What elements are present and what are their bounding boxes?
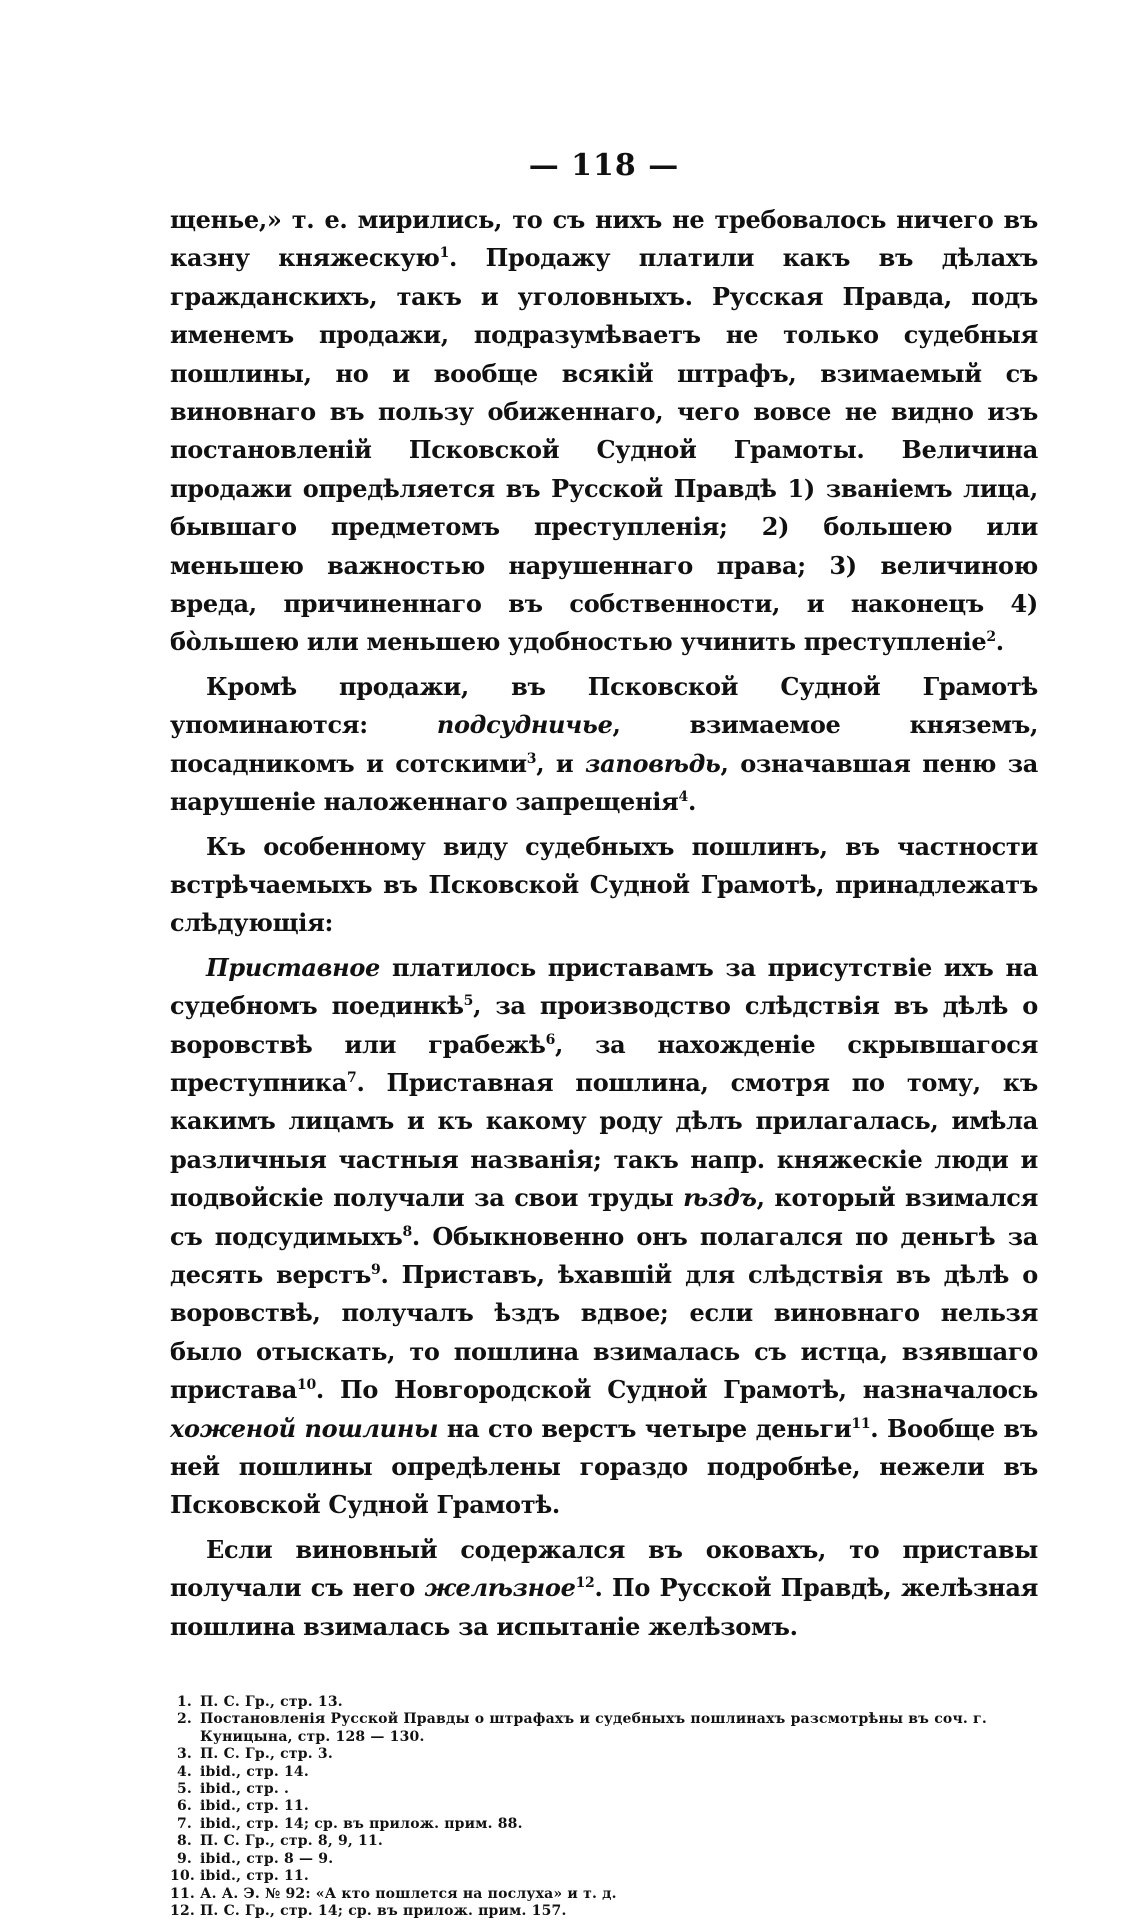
footnote-number: 2. bbox=[176, 1711, 192, 1728]
paragraph bbox=[170, 828, 1038, 943]
footnote bbox=[170, 1764, 1038, 1781]
footnote-text: П. С. Гр., стр. 3. bbox=[200, 1746, 333, 1763]
text-run: . bbox=[687, 787, 696, 817]
footnote-number: 11. bbox=[170, 1885, 195, 1902]
text-run: , который взимался съ подсудимыхъ bbox=[170, 1183, 1038, 1251]
footnote-text: ibid., стр. 11. bbox=[200, 1798, 309, 1815]
footnote-text: ibid., стр. 14; ср. въ прилож. прим. 88. bbox=[200, 1815, 523, 1832]
text-run: щенье,» т. е. мирились, то съ нихъ не требовалось ничего въ казну княжескую bbox=[170, 205, 1038, 273]
emphasized-term: заповѣдь bbox=[585, 748, 721, 778]
paragraph bbox=[170, 201, 1038, 662]
footnote-text: П. С. Гр., стр. 8, 9, 11. bbox=[200, 1833, 384, 1850]
footnote-ref: 11 bbox=[851, 1415, 871, 1432]
emphasized-term: подсудничье bbox=[436, 710, 613, 740]
footnote bbox=[170, 1868, 1038, 1885]
footnotes bbox=[170, 1694, 1038, 1920]
text-run: . Приставная пошлина, смотря по тому, къ какимъ лицамъ и къ какому роду дѣлъ прилагалась, имѣла различныя частныя названія; такъ напр. княжескіе люди и подвойскіе получали за свои труды bbox=[170, 1067, 1038, 1213]
footnote bbox=[170, 1781, 1038, 1798]
text-run: . По Русской Правдѣ, желѣзная пошлина взималась за испытаніе желѣзомъ. bbox=[170, 1573, 1039, 1641]
footnote-ref: 8 bbox=[402, 1223, 412, 1240]
footnote-number: 4. bbox=[176, 1763, 192, 1780]
page-number: — 118 — bbox=[528, 148, 680, 183]
paragraph bbox=[170, 1531, 1038, 1646]
document-page bbox=[170, 148, 1038, 1920]
footnote-number: 12. bbox=[170, 1902, 195, 1919]
footnote-text: П. С. Гр., стр. 13. bbox=[200, 1694, 343, 1711]
footnote-ref: 10 bbox=[297, 1377, 316, 1394]
footnote-text: ibid., стр. . bbox=[200, 1781, 290, 1798]
text-run: платилось приставамъ за присутствіе ихъ на судебномъ поединкѣ bbox=[170, 952, 1038, 1021]
footnote bbox=[170, 1903, 1038, 1920]
footnote-text: А. А. Э. № 92: «А кто пошлется на послуха» и т. д. bbox=[200, 1885, 617, 1902]
footnote-ref: 4 bbox=[678, 789, 688, 806]
footnote-number: 1. bbox=[176, 1694, 192, 1711]
text-run: , за нахожденіе скрывшагося преступника bbox=[170, 1029, 1038, 1097]
footnote-ref: 9 bbox=[370, 1261, 381, 1278]
text-run: , взимаемое княземъ, посадникомъ и сотскими bbox=[170, 710, 1038, 778]
footnote-ref: 12 bbox=[575, 1575, 595, 1592]
emphasized-term: хоженой пошлины bbox=[170, 1413, 439, 1443]
text-run: , и bbox=[536, 748, 586, 778]
text-run: . Обыкновенно онъ полагался по деньгѣ за десять верстъ bbox=[170, 1221, 1038, 1289]
footnote-text: Постановленія Русской Правды о штрафахъ и судебныхъ пошлинахъ разсмотрѣны въ соч. г. Куницына, стр. 128 — 130. bbox=[200, 1711, 987, 1745]
footnote-ref: 2 bbox=[986, 629, 996, 646]
footnote bbox=[170, 1816, 1038, 1833]
footnote-ref: 3 bbox=[526, 750, 537, 767]
text-run: , означавшая пеню за нарушеніе наложеннаго запрещенія bbox=[170, 748, 1039, 817]
footnote-text: ibid., стр. 11. bbox=[200, 1868, 309, 1885]
emphasized-term: ѣздъ bbox=[683, 1183, 757, 1213]
footnote bbox=[170, 1886, 1038, 1903]
footnote-number: 8. bbox=[176, 1833, 192, 1850]
emphasized-term: желѣзное bbox=[424, 1573, 576, 1603]
text-run: Кромѣ продажи, въ Псковской Судной Грамотѣ упоминаются: bbox=[170, 671, 1038, 740]
footnote-ref: 5 bbox=[463, 993, 474, 1010]
footnote bbox=[170, 1694, 1038, 1711]
footnote bbox=[170, 1833, 1038, 1850]
text-run: . Вообще въ ней пошлины опредѣлены гораздо подробнѣе, нежели въ Псковской Судной Грамотѣ. bbox=[170, 1413, 1038, 1520]
footnote-ref: 7 bbox=[346, 1069, 357, 1086]
footnote-text: ibid., стр. 8 — 9. bbox=[200, 1850, 334, 1867]
text-run: . bbox=[995, 627, 1004, 657]
emphasized-term: Приставное bbox=[206, 952, 381, 982]
text-run: . По Новгородской Судной Грамотѣ, назначалось bbox=[315, 1375, 1038, 1405]
footnote-ref: 1 bbox=[439, 245, 450, 262]
footnote-number: 9. bbox=[176, 1850, 192, 1867]
text-run: . Продажу платили какъ въ дѣлахъ гражданскихъ, такъ и уголовныхъ. Русская Правда, подъ именемъ продажи, подразумѣваетъ не только судебныя пошлины, но и вообще всякій штрафъ, взимаемый съ виновнаго въ пользу обиженнаго, чего вовсе не видно изъ постановленій Псковской Судной Грамоты. Величина продажи опредѣляется въ Русской Правдѣ 1) званіемъ лица, бывшаго предметомъ преступленія; 2) большею или меньшею важностью нарушеннаго права; 3) величиною вреда, причиненнаго въ собственности, и наконецъ 4) бо̀льшею или меньшею удобностью учинить преступленіе bbox=[170, 243, 1038, 657]
footnote-text: П. С. Гр., стр. 14; ср. въ прилож. прим. 157. bbox=[200, 1902, 567, 1919]
text-run: Если виновный содержался въ оковахъ, то приставы получали съ него bbox=[170, 1534, 1038, 1603]
paragraph bbox=[170, 949, 1038, 1525]
footnote bbox=[170, 1798, 1038, 1815]
text-run: . Приставъ, ѣхавшій для слѣдствія въ дѣлѣ о воровствѣ, получалъ ѣздъ вдвое; если виновнаго нельзя было отыскать, то пошлина взималась съ истца, взявшаго пристава bbox=[170, 1259, 1038, 1405]
footnote-number: 3. bbox=[176, 1746, 192, 1763]
footnote bbox=[170, 1746, 1038, 1763]
text-run: , за производство слѣдствія въ дѣлѣ о воровствѣ или грабежѣ bbox=[170, 991, 1038, 1059]
footnote-number: 6. bbox=[176, 1798, 192, 1815]
text-run: Къ особенному виду судебныхъ пошлинъ, въ частности встрѣчаемыхъ въ Псковской Судной Грамотѣ, принадлежатъ слѣдующія: bbox=[170, 831, 1038, 938]
paragraph bbox=[170, 668, 1038, 822]
footnote-text: ibid., стр. 14. bbox=[200, 1763, 309, 1780]
footnote-ref: 6 bbox=[545, 1031, 556, 1048]
footnote-number: 10. bbox=[170, 1868, 195, 1885]
text-run: на сто верстъ четыре деньги bbox=[438, 1413, 852, 1443]
footnote bbox=[170, 1711, 1038, 1746]
footnote bbox=[170, 1851, 1038, 1868]
footnote-number: 7. bbox=[176, 1815, 192, 1832]
body-text bbox=[170, 201, 1038, 1646]
footnote-number: 5. bbox=[176, 1781, 192, 1798]
